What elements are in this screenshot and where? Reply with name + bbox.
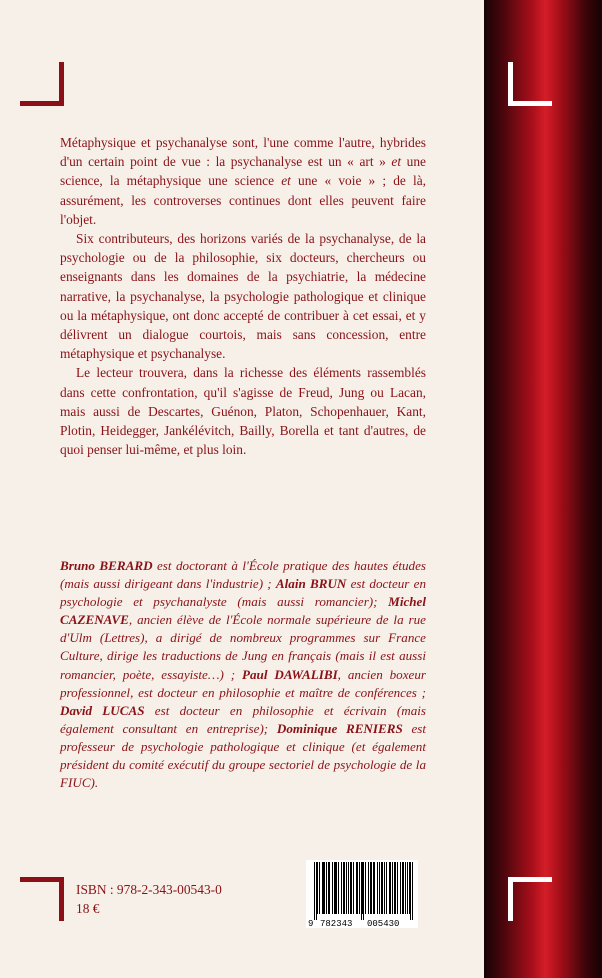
barcode-bar: [397, 862, 398, 914]
barcode-bar: [351, 862, 352, 914]
author-name: Michel CAZENAVE: [60, 594, 426, 628]
author-name: Bruno BERARD: [60, 558, 153, 573]
barcode-bar: [382, 862, 383, 914]
barcode-bar: [405, 862, 406, 914]
barcode-bar: [357, 862, 358, 914]
author-description: , ancien boxeur professionnel, est docteur en philosophie et maître de conférences ;: [60, 666, 426, 700]
barcode-bar: [359, 862, 360, 914]
barcode-bar: [363, 862, 364, 920]
barcode-bar: [400, 862, 401, 914]
barcode-bar: [395, 862, 396, 914]
barcode-bar: [314, 862, 315, 920]
barcode-bar: [332, 862, 333, 914]
author-description: est professeur de psychologie pathologique et clinique (et également président du comité exécutif du groupe sectoriel de psychologie de la FIUC).: [60, 720, 426, 791]
barcode-bar: [402, 862, 403, 914]
barcode-bar: [392, 862, 393, 914]
barcode-bar: [361, 862, 362, 920]
barcode-bar: [379, 862, 380, 914]
red-spine-band: [484, 0, 602, 978]
barcode-bar: [390, 862, 391, 914]
author-name: Paul DAWALIBI: [242, 666, 338, 682]
barcode-bar: [328, 862, 329, 914]
corner-bracket-top-left: [20, 62, 64, 106]
author-description: , ancien élève de l'École normale supérieure de la rue d'Ulm (Lettres), a dirigé de nombreux programmes sur France Culture, dirige les traductions de Jung en français (mais il est aussi romancier, poète, essayiste…) ;: [60, 612, 426, 682]
barcode-bar: [362, 862, 363, 914]
barcode-bar: [394, 862, 395, 914]
barcode-bar: [381, 862, 382, 914]
barcode-bar: [344, 862, 345, 914]
barcode-bar: [373, 862, 374, 914]
barcode-bar: [338, 862, 339, 914]
corner-bracket-bottom-right: [508, 877, 552, 921]
barcode-bar: [409, 862, 410, 914]
barcode-bar: [350, 862, 351, 914]
barcode-bar: [317, 862, 318, 914]
author-name: Dominique RENIERS: [276, 720, 403, 736]
barcode-bar: [410, 862, 411, 920]
barcode-bar: [353, 862, 354, 914]
barcode-bar: [343, 862, 344, 914]
author-name: Alain BRUN: [275, 576, 347, 592]
barcode-left-digits: 782343: [320, 919, 353, 928]
barcode-bar: [365, 862, 366, 914]
barcode-bar: [323, 862, 324, 914]
barcode-bar: [326, 862, 327, 914]
barcode-bar: [322, 862, 323, 914]
corner-bracket-top-right: [508, 62, 552, 106]
barcode-bar: [403, 862, 404, 914]
barcode-bar: [329, 862, 330, 914]
barcode-bar: [368, 862, 369, 914]
barcode-bar: [371, 862, 372, 914]
barcode-bar: [319, 862, 320, 914]
blurb-paragraph-3: Le lecteur trouvera, dans la richesse des éléments rassemblés dans cette confrontation, qu'il s'agisse de Freud, Jung ou Lacan, mais aussi de Descartes, Guénon, Platon, Schopenhauer, Kant, Plotin, Heidegger, Jankélévitch, Bailly, Borella et tant d'autres, de quoi penser lui-même, et plus loin.: [60, 365, 426, 458]
barcode-bar: [324, 862, 325, 914]
barcode-bars: [306, 860, 418, 928]
barcode-bar: [356, 862, 357, 914]
barcode-bar: [348, 862, 349, 914]
blurb-paragraph-2: Six contributeurs, des horizons variés de la psychanalyse, de la psychologie ou de la philosophie, six docteurs, chercheurs ou enseignants dans les domaines de la psychiatrie, la médecine narrative, la psychanalyse, la psychologie pathologique et clinique ou la métaphysique, ont donc accepté de contribuer à cet essai, et y délivrent un dialogue courtois, mais sans concession, entre métaphysique et psychanalyse.: [60, 231, 426, 362]
barcode-bar: [346, 862, 347, 914]
book-blurb: [60, 133, 426, 459]
barcode-bar: [370, 862, 371, 914]
corner-bracket-bottom-left: [20, 877, 64, 921]
barcode: [306, 860, 418, 928]
barcode-first-digit: 9: [308, 919, 314, 928]
barcode-bar: [316, 862, 317, 920]
barcode-bar: [336, 862, 337, 914]
author-description: est doctorant à l'École pratique des hautes études (mais aussi dirigeant dans l'industrie) ;: [60, 558, 426, 592]
barcode-bar: [377, 862, 378, 914]
isbn-price-block: [76, 880, 222, 918]
blurb-paragraph-1: Métaphysique et psychanalyse sont, l'une comme l'autre, hybrides d'un certain point de vue : la psychanalyse est un « art » et une science, la métaphysique une science et une « voie » ; de là, assurément, les controverses continues dont elles peuvent faire l'objet.: [60, 135, 426, 227]
contributors-bio: [60, 557, 426, 792]
barcode-bar: [384, 862, 385, 914]
barcode-bar: [374, 862, 375, 914]
isbn-text: ISBN : 978-2-343-00543-0: [76, 882, 222, 897]
barcode-bar: [386, 862, 387, 914]
barcode-bar: [389, 862, 390, 914]
barcode-right-digits: 005430: [367, 919, 400, 928]
author-description: est docteur en philosophie et écrivain (mais également consultant en entreprise);: [60, 702, 426, 736]
author-name: David LUCAS: [60, 702, 145, 718]
author-description: est docteur en psychologie et psychanalyste (mais aussi romancier);: [60, 576, 426, 610]
barcode-bar: [335, 862, 336, 914]
barcode-bar: [412, 862, 413, 920]
barcode-bar: [334, 862, 335, 914]
price-text: 18 €: [76, 901, 100, 916]
barcode-bar: [341, 862, 342, 914]
barcode-bar: [407, 862, 408, 914]
